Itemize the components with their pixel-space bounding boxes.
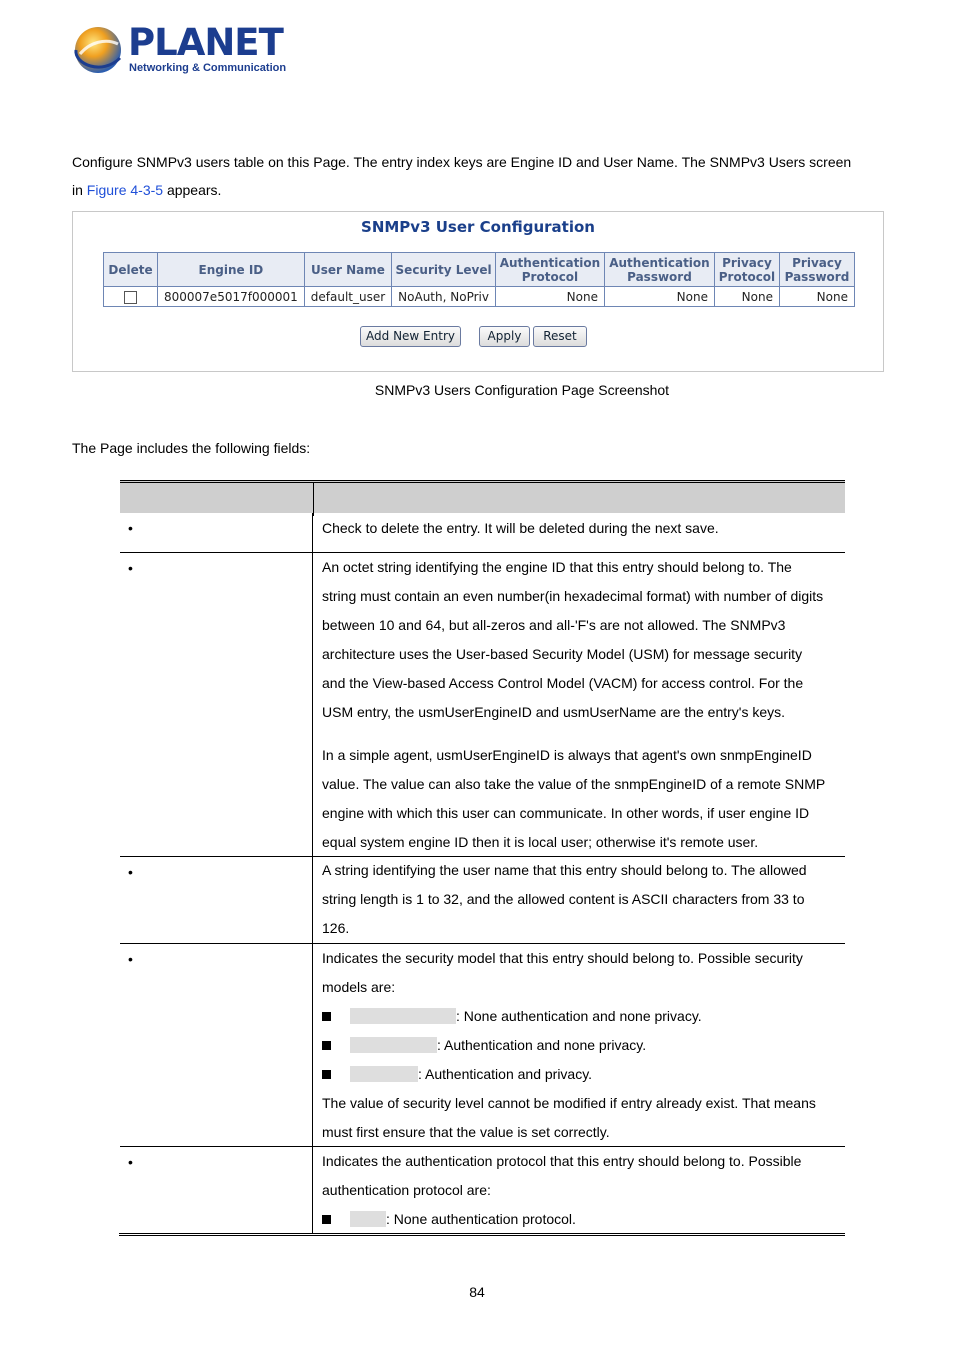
brand-name: PLANET [128,21,283,64]
col-privacy-password: Privacy Password [779,253,854,287]
square-bullet-icon [322,1012,331,1021]
field-row-user-name [120,857,845,944]
field-desc-line: string length is 1 to 32, and the allowed content is ASCII characters from 33 to [322,891,805,907]
field-desc-line: In a simple agent, usmUserEngineID is always that agent's own snmpEngineID [322,747,812,763]
field-desc-line: models are: [322,979,396,995]
intro-text-pre: in [72,182,87,198]
intro-text-post: appears. [163,182,222,198]
field-desc-line: engine with which this user can communicate. In other words, if user engine ID [322,805,810,821]
brand-tagline: Networking & Communication [129,62,287,74]
field-row-engine-id [120,553,845,857]
col-user-name: User Name [304,253,391,287]
apply-button[interactable]: Apply [479,326,530,347]
intro-line-1: Configure SNMPv3 users table on this Page. The entry index keys are Engine ID and User Name. The SNMPv3 Users screen [72,154,852,170]
privacy-password-cell: None [779,287,854,307]
security-level-cell: NoAuth, NoPriv [392,287,496,307]
reset-button[interactable]: Reset [533,326,587,347]
field-desc-line: authentication protocol are: [322,1182,491,1198]
bullet: • [128,951,133,967]
planet-logo [72,21,287,78]
delete-checkbox[interactable] [124,291,137,304]
bullet: • [128,864,133,880]
field-desc-line: value. The value can also take the value of the snmpEngineID of a remote SNMP [322,776,826,792]
figure-link[interactable]: Figure 4-3-5 [86,182,164,198]
field-desc-line: string must contain an even number(in hexadecimal format) with number of digits [322,588,824,604]
figure-caption: SNMPv3 Users Configuration Page Screenshot [374,382,670,398]
engine-id-cell: 800007e5017f000001 [158,287,305,307]
square-bullet-icon [322,1041,331,1050]
privacy-protocol-cell: None [714,287,779,307]
field-desc-line: The value of security level cannot be modified if entry already exist. That means [322,1095,816,1111]
field-desc-line: USM entry, the usmUserEngineID and usmUserName are the entry's keys. [322,704,786,720]
fields-intro: The Page includes the following fields: [72,440,311,456]
screenshot-frame [72,211,884,372]
col-auth-protocol: Authentication Protocol [495,253,604,287]
field-desc-line: between 10 and 64, but all-zeros and all-'F's are not allowed. The SNMPv3 [322,617,786,633]
auth-protocol-cell: None [495,287,604,307]
field-desc-line: and the View-based Access Control Model (VACM) for access control. For the [322,675,804,691]
field-desc-line: equal system engine ID then it is local user; otherwise it's remote user. [322,834,759,850]
field-desc-line: Indicates the security model that this entry should belong to. Possible security [322,950,803,966]
intro-line-2 [72,176,221,204]
fields-table-header [120,480,845,513]
field-desc-line: Indicates the authentication protocol that this entry should belong to. Possible [322,1153,802,1169]
user-name-cell: default_user [304,287,391,307]
option-item: : Authentication and none privacy. [322,1031,842,1060]
field-desc-line: An octet string identifying the engine ID that this entry should belong to. The [322,559,792,575]
page-number: 84 [469,1284,485,1300]
option-item: : None authentication protocol. [322,1205,842,1234]
col-privacy-protocol: Privacy Protocol [714,253,779,287]
table-bottom-rule [119,1233,845,1236]
option-item: : None authentication and none privacy. [322,1002,842,1031]
field-desc-line: A string identifying the user name that this entry should belong to. The allowed [322,862,807,878]
option-item: : Authentication and privacy. [322,1060,842,1089]
table-header-row [104,253,855,287]
field-desc-line: architecture uses the User-based Security Model (USM) for message security [322,646,803,662]
col-delete: Delete [104,253,158,287]
bullet: • [128,520,133,536]
globe-icon [72,24,124,76]
delete-cell [104,287,158,307]
screenshot-title: SNMPv3 User Configuration [361,218,595,236]
square-bullet-icon [322,1070,331,1079]
field-row-delete [120,513,845,553]
field-desc-line: Check to delete the entry. It will be deleted during the next save. [322,520,719,536]
bullet: • [128,560,133,576]
field-desc-line: must first ensure that the value is set correctly. [322,1124,610,1140]
field-row-auth-protocol [120,1147,845,1233]
square-bullet-icon [322,1215,331,1224]
col-security-level: Security Level [392,253,496,287]
table-row [104,287,855,307]
col-engine-id: Engine ID [158,253,305,287]
col-auth-password: Authentication Password [604,253,714,287]
auth-password-cell: None [604,287,714,307]
add-new-entry-button[interactable]: Add New Entry [360,326,461,347]
field-row-security-level [120,944,845,1147]
bullet: • [128,1154,133,1170]
field-desc-line: 126. [322,920,350,936]
snmpv3-user-table [103,252,855,307]
